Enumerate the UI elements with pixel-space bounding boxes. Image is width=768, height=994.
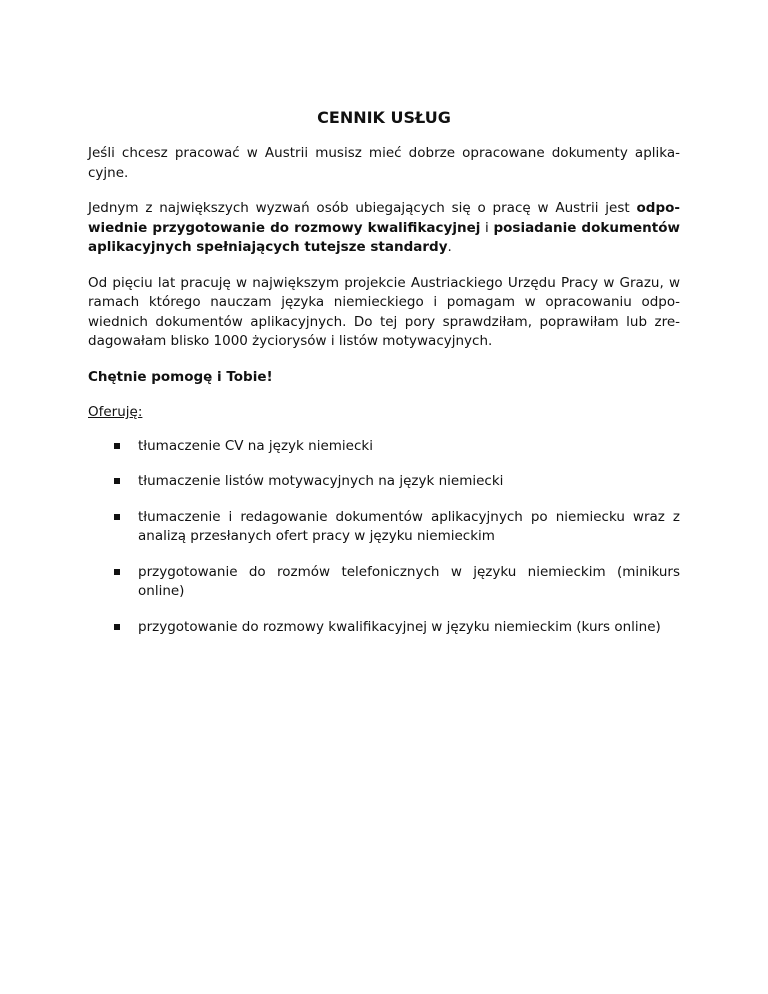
offer-text: tłumaczenie listów motywacyjnych na język niemiecki — [138, 473, 504, 489]
experience-paragraph: Od pięciu lat pracuję w największym projekcie Austriackiego Urzędu Pracy w Grazu, w ramach którego nauczam języka niemieckiego i pomagam w opracowaniu odpowiednich dokumentów aplikacyjnych. Do tej pory sprawdziłam, poprawiłam lub zredagowałam blisko 1000 życiorysów i listów motywacyjnych. — [88, 274, 680, 349]
callout-text: Chętnie pomogę i Tobie! — [88, 368, 273, 385]
offer-text: przygotowanie do rozmów telefonicznych w języku niemieckim (minikurs online) — [138, 563, 680, 599]
square-bullet-icon — [114, 624, 120, 630]
challenge-text-start: Jednym z największych wyzwań osób ubiegających się o pracę w Austrii jest — [88, 200, 637, 216]
offer-list-item — [88, 618, 680, 638]
square-bullet-icon — [114, 514, 120, 520]
challenge-bold-documents: posiadanie dokumentów aplikacyjnych spełniających tutejsze standardy — [88, 219, 680, 255]
square-bullet-icon — [114, 569, 120, 575]
document-page — [88, 108, 680, 653]
offer-list — [88, 437, 680, 638]
offer-text: przygotowanie do rozmowy kwalifikacyjnej w języku niemieckim (kurs online) — [138, 618, 661, 635]
offer-list-item — [88, 437, 680, 457]
offer-text: tłumaczenie i redagowanie dokumentów aplikacyjnych po niemiecku wraz z analizą przesłanych ofert pracy w języku niemieckim — [138, 508, 680, 544]
square-bullet-icon — [114, 478, 120, 484]
square-bullet-icon — [114, 443, 120, 449]
offer-heading: Oferuję: — [88, 404, 143, 420]
challenge-text-end: . — [447, 239, 452, 255]
offer-text: tłumaczenie CV na język niemiecki — [138, 437, 373, 454]
offer-list-item — [88, 508, 680, 547]
challenge-bold-interview: odpowiednie przygotowanie do rozmowy kwalifikacyjnej — [88, 200, 680, 236]
document-title: CENNIK USŁUG — [317, 108, 451, 127]
challenge-paragraph — [88, 199, 680, 258]
intro-paragraph: Jeśli chcesz pracować w Austrii musisz mieć dobrze opracowane dokumenty aplikacyjne. — [88, 145, 680, 181]
challenge-text-middle: i — [480, 219, 494, 236]
offer-list-item — [88, 472, 680, 492]
offer-list-item — [88, 563, 680, 602]
